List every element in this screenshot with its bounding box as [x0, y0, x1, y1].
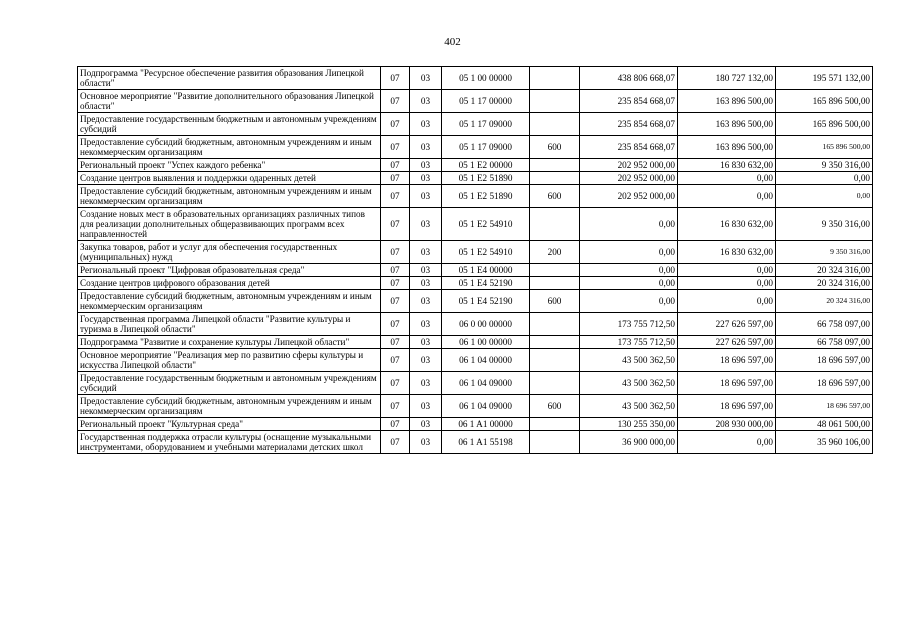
cell-expense-type: [530, 208, 580, 241]
cell-expense-type: [530, 264, 580, 277]
cell-amount-3: 20 324 316,00: [776, 290, 873, 313]
cell-name: Предоставление субсидий бюджетным, автономным учреждениям и иным некоммерческим организациям: [78, 185, 381, 208]
cell-amount-3: 20 324 316,00: [776, 264, 873, 277]
table-row: [78, 67, 873, 90]
cell-amount-2: 163 896 500,00: [678, 113, 776, 136]
table-row: [78, 290, 873, 313]
table-row: [78, 277, 873, 290]
cell-amount-1: 235 854 668,07: [580, 136, 678, 159]
cell-subsection: 03: [410, 159, 442, 172]
cell-amount-3: 18 696 597,00: [776, 372, 873, 395]
cell-name: Предоставление субсидий бюджетным, автономным учреждениям и иным некоммерческим организациям: [78, 395, 381, 418]
table-row: [78, 313, 873, 336]
cell-name: Предоставление государственным бюджетным и автономным учреждениям субсидий: [78, 372, 381, 395]
cell-subsection: 03: [410, 136, 442, 159]
cell-expense-type: 200: [530, 241, 580, 264]
cell-expense-type: 600: [530, 185, 580, 208]
cell-amount-2: 163 896 500,00: [678, 90, 776, 113]
cell-expense-type: [530, 431, 580, 454]
table-row: [78, 113, 873, 136]
table-row: [78, 264, 873, 277]
cell-subsection: 03: [410, 313, 442, 336]
cell-section: 07: [381, 113, 410, 136]
cell-amount-2: 16 830 632,00: [678, 159, 776, 172]
cell-subsection: 03: [410, 67, 442, 90]
cell-target-article: 05 1 E4 00000: [442, 264, 530, 277]
cell-expense-type: 600: [530, 395, 580, 418]
cell-subsection: 03: [410, 395, 442, 418]
cell-amount-2: 0,00: [678, 431, 776, 454]
cell-amount-1: 173 755 712,50: [580, 313, 678, 336]
cell-name: Создание центров цифрового образования детей: [78, 277, 381, 290]
cell-section: 07: [381, 136, 410, 159]
cell-name: Подпрограмма "Развитие и сохранение культуры Липецкой области": [78, 336, 381, 349]
cell-section: 07: [381, 336, 410, 349]
cell-expense-type: [530, 418, 580, 431]
cell-expense-type: [530, 372, 580, 395]
cell-name: Создание новых мест в образовательных организациях различных типов для реализации дополнительных общеразвивающих программ всех направленностей: [78, 208, 381, 241]
cell-target-article: 06 1 00 00000: [442, 336, 530, 349]
cell-subsection: 03: [410, 185, 442, 208]
cell-amount-2: 0,00: [678, 277, 776, 290]
cell-expense-type: [530, 159, 580, 172]
cell-target-article: 05 1 E4 52190: [442, 290, 530, 313]
cell-amount-1: 36 900 000,00: [580, 431, 678, 454]
cell-amount-3: 20 324 316,00: [776, 277, 873, 290]
cell-expense-type: [530, 336, 580, 349]
cell-subsection: 03: [410, 290, 442, 313]
cell-section: 07: [381, 277, 410, 290]
cell-section: 07: [381, 90, 410, 113]
cell-amount-3: 195 571 132,00: [776, 67, 873, 90]
cell-subsection: 03: [410, 277, 442, 290]
cell-amount-1: 235 854 668,07: [580, 113, 678, 136]
table-row: [78, 372, 873, 395]
cell-section: 07: [381, 349, 410, 372]
cell-subsection: 03: [410, 208, 442, 241]
cell-subsection: 03: [410, 113, 442, 136]
cell-expense-type: [530, 90, 580, 113]
cell-amount-1: 235 854 668,07: [580, 90, 678, 113]
cell-section: 07: [381, 395, 410, 418]
table-row: [78, 418, 873, 431]
cell-section: 07: [381, 241, 410, 264]
cell-name: Региональный проект "Успех каждого ребенка": [78, 159, 381, 172]
cell-target-article: 05 1 E2 54910: [442, 241, 530, 264]
cell-expense-type: [530, 349, 580, 372]
cell-amount-3: 0,00: [776, 185, 873, 208]
cell-amount-3: 9 350 316,00: [776, 159, 873, 172]
table-row: [78, 136, 873, 159]
cell-target-article: 06 1 04 00000: [442, 349, 530, 372]
cell-name: Государственная поддержка отрасли культуры (оснащение музыкальными инструментами, оборудованием и учебными материалами детских школ: [78, 431, 381, 454]
cell-target-article: 05 1 E2 54910: [442, 208, 530, 241]
budget-table: [77, 66, 873, 454]
cell-amount-2: 0,00: [678, 172, 776, 185]
cell-amount-3: 18 696 597,00: [776, 349, 873, 372]
cell-subsection: 03: [410, 264, 442, 277]
cell-amount-1: 202 952 000,00: [580, 159, 678, 172]
cell-amount-1: 43 500 362,50: [580, 349, 678, 372]
cell-amount-2: 227 626 597,00: [678, 313, 776, 336]
cell-target-article: 06 1 A1 55198: [442, 431, 530, 454]
cell-amount-1: 43 500 362,50: [580, 395, 678, 418]
cell-expense-type: [530, 113, 580, 136]
page-number: 402: [444, 36, 461, 48]
cell-subsection: 03: [410, 372, 442, 395]
cell-amount-1: 438 806 668,07: [580, 67, 678, 90]
cell-target-article: 05 1 E2 51890: [442, 185, 530, 208]
cell-section: 07: [381, 431, 410, 454]
cell-section: 07: [381, 208, 410, 241]
cell-target-article: 06 1 04 09000: [442, 395, 530, 418]
table-row: [78, 431, 873, 454]
cell-amount-3: 9 350 316,00: [776, 208, 873, 241]
cell-subsection: 03: [410, 349, 442, 372]
cell-amount-1: 0,00: [580, 241, 678, 264]
cell-expense-type: 600: [530, 136, 580, 159]
cell-amount-3: 165 896 500,00: [776, 113, 873, 136]
cell-amount-1: 43 500 362,50: [580, 372, 678, 395]
table-row: [78, 159, 873, 172]
cell-target-article: 06 1 A1 00000: [442, 418, 530, 431]
cell-section: 07: [381, 418, 410, 431]
cell-amount-2: 208 930 000,00: [678, 418, 776, 431]
cell-expense-type: [530, 67, 580, 90]
cell-name: Закупка товаров, работ и услуг для обеспечения государственных (муниципальных) нужд: [78, 241, 381, 264]
budget-table-body: [78, 67, 873, 454]
cell-name: Основное мероприятие "Развитие дополнительного образования Липецкой области": [78, 90, 381, 113]
cell-amount-3: 48 061 500,00: [776, 418, 873, 431]
cell-amount-2: 16 830 632,00: [678, 241, 776, 264]
cell-target-article: 05 1 E2 51890: [442, 172, 530, 185]
cell-amount-2: 180 727 132,00: [678, 67, 776, 90]
cell-subsection: 03: [410, 241, 442, 264]
table-row: [78, 185, 873, 208]
cell-name: Региональный проект "Цифровая образовательная среда": [78, 264, 381, 277]
cell-target-article: 05 1 E4 52190: [442, 277, 530, 290]
cell-amount-2: 18 696 597,00: [678, 372, 776, 395]
cell-expense-type: 600: [530, 290, 580, 313]
cell-amount-1: 0,00: [580, 264, 678, 277]
cell-target-article: 06 0 00 00000: [442, 313, 530, 336]
cell-name: Подпрограмма "Ресурсное обеспечение развития образования Липецкой области": [78, 67, 381, 90]
cell-name: Государственная программа Липецкой области "Развитие культуры и туризма в Липецкой области": [78, 313, 381, 336]
table-row: [78, 90, 873, 113]
cell-amount-2: 163 896 500,00: [678, 136, 776, 159]
cell-subsection: 03: [410, 418, 442, 431]
cell-section: 07: [381, 313, 410, 336]
cell-amount-1: 173 755 712,50: [580, 336, 678, 349]
cell-amount-1: 0,00: [580, 277, 678, 290]
table-row: [78, 208, 873, 241]
cell-target-article: 05 1 E2 00000: [442, 159, 530, 172]
table-row: [78, 395, 873, 418]
cell-name: Основное мероприятие "Реализация мер по развитию сферы культуры и искусства Липецкой области": [78, 349, 381, 372]
cell-amount-3: 0,00: [776, 172, 873, 185]
cell-amount-2: 227 626 597,00: [678, 336, 776, 349]
cell-target-article: 05 1 17 00000: [442, 90, 530, 113]
cell-name: Региональный проект "Культурная среда": [78, 418, 381, 431]
cell-amount-2: 18 696 597,00: [678, 395, 776, 418]
cell-name: Предоставление субсидий бюджетным, автономным учреждениям и иным некоммерческим организациям: [78, 136, 381, 159]
table-row: [78, 349, 873, 372]
cell-expense-type: [530, 172, 580, 185]
cell-name: Предоставление государственным бюджетным и автономным учреждениям субсидий: [78, 113, 381, 136]
cell-amount-3: 66 758 097,00: [776, 313, 873, 336]
cell-amount-3: 165 896 500,00: [776, 136, 873, 159]
cell-amount-3: 9 350 316,00: [776, 241, 873, 264]
cell-amount-1: 0,00: [580, 208, 678, 241]
cell-subsection: 03: [410, 431, 442, 454]
cell-target-article: 06 1 04 09000: [442, 372, 530, 395]
cell-section: 07: [381, 185, 410, 208]
cell-amount-3: 165 896 500,00: [776, 90, 873, 113]
cell-subsection: 03: [410, 90, 442, 113]
cell-section: 07: [381, 372, 410, 395]
cell-target-article: 05 1 17 09000: [442, 136, 530, 159]
cell-amount-2: 0,00: [678, 185, 776, 208]
cell-subsection: 03: [410, 336, 442, 349]
cell-amount-2: 0,00: [678, 264, 776, 277]
cell-section: 07: [381, 159, 410, 172]
table-row: [78, 241, 873, 264]
cell-section: 07: [381, 264, 410, 277]
cell-amount-2: 0,00: [678, 290, 776, 313]
cell-target-article: 05 1 00 00000: [442, 67, 530, 90]
cell-amount-3: 18 696 597,00: [776, 395, 873, 418]
cell-amount-2: 16 830 632,00: [678, 208, 776, 241]
cell-amount-2: 18 696 597,00: [678, 349, 776, 372]
cell-amount-3: 35 960 106,00: [776, 431, 873, 454]
cell-name: Создание центров выявления и поддержки одаренных детей: [78, 172, 381, 185]
cell-name: Предоставление субсидий бюджетным, автономным учреждениям и иным некоммерческим организациям: [78, 290, 381, 313]
cell-amount-1: 0,00: [580, 290, 678, 313]
cell-target-article: 05 1 17 09000: [442, 113, 530, 136]
cell-amount-1: 130 255 350,00: [580, 418, 678, 431]
cell-section: 07: [381, 290, 410, 313]
cell-amount-3: 66 758 097,00: [776, 336, 873, 349]
cell-expense-type: [530, 313, 580, 336]
table-row: [78, 336, 873, 349]
cell-amount-1: 202 952 000,00: [580, 172, 678, 185]
table-row: [78, 172, 873, 185]
cell-section: 07: [381, 172, 410, 185]
cell-section: 07: [381, 67, 410, 90]
cell-expense-type: [530, 277, 580, 290]
cell-amount-1: 202 952 000,00: [580, 185, 678, 208]
cell-subsection: 03: [410, 172, 442, 185]
